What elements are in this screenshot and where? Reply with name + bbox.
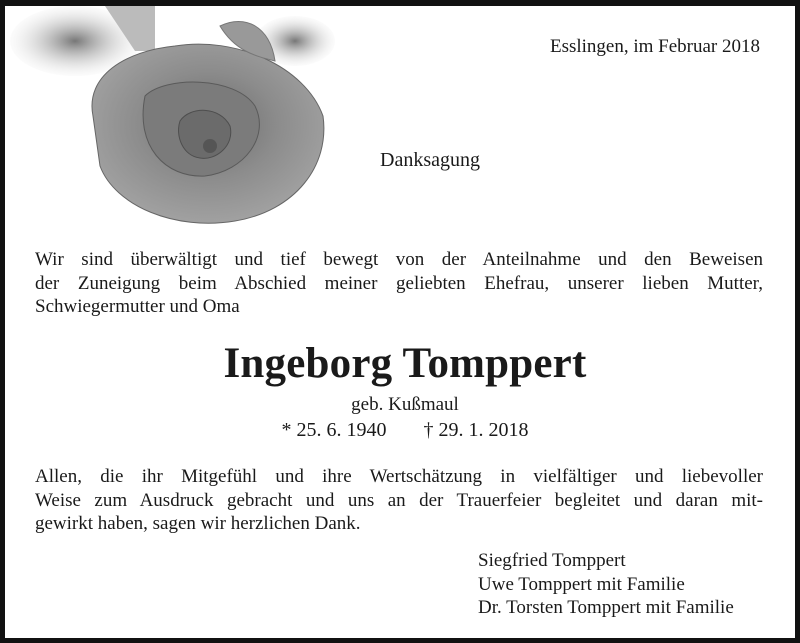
- death-date: † 29. 1. 2018: [423, 419, 529, 441]
- signer: Dr. Torsten Tomppert mit Familie: [478, 597, 734, 618]
- signer: Siegfried Tomppert: [478, 550, 626, 571]
- thanks-paragraph: [35, 465, 763, 536]
- intro-line: der Zuneigung beim Abschied meiner geliebten Ehefrau, unserer lieben Mutter,: [35, 272, 763, 294]
- rose-image: [5, 6, 355, 236]
- intro-line: Schwiegermutter und Oma: [35, 296, 240, 317]
- life-dates: [5, 419, 800, 442]
- thanks-line: Allen, die ihr Mitgefühl und ihre Wertschätzung in vielfältiger und liebevoller: [35, 466, 763, 487]
- thanks-line: Weise zum Ausdruck gebracht und uns an der Trauerfeier begleitet und daran mit-: [35, 489, 763, 511]
- notice-title: Danksagung: [380, 149, 480, 171]
- signers: [478, 549, 734, 620]
- thanks-line: gewirkt haben, sagen wir herzlichen Dank.: [35, 513, 361, 534]
- signer: Uwe Tomppert mit Familie: [478, 573, 685, 595]
- intro-line: Wir sind überwältigt und tief bewegt von der Anteilnahme und den Beweisen: [35, 249, 763, 270]
- birth-date: * 25. 6. 1940: [281, 419, 387, 441]
- place-date: Esslingen, im Februar 2018: [549, 36, 760, 57]
- birth-name: geb. Kußmaul: [351, 394, 459, 415]
- intro-paragraph: [35, 248, 763, 319]
- deceased-name: Ingeborg Tomppert: [223, 340, 587, 387]
